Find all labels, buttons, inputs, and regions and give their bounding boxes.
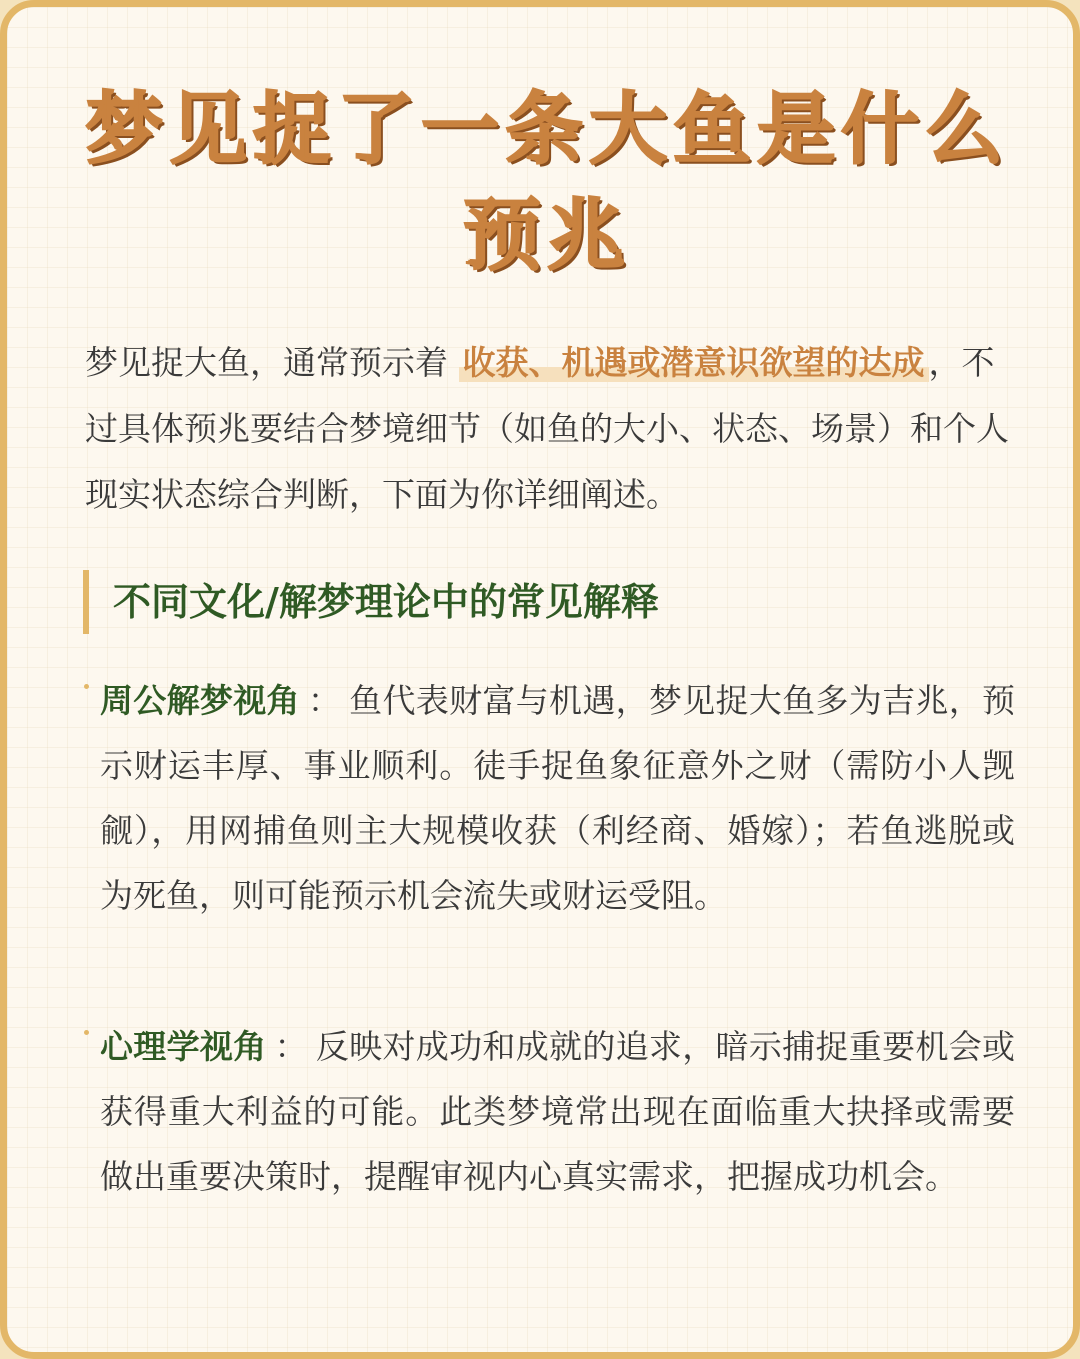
intro-highlight: 收获、机遇或潜意识欲望的达成 [459, 343, 929, 382]
title-line-2: 预兆 [462, 191, 631, 281]
page-title [67, 77, 1027, 289]
list-item-text: 鱼代表财富与机遇，梦见捉大鱼多为吉兆，预示财运丰厚、事业顺利。徒手捉鱼象征意外之财（需防小人觊觎），用网捕鱼则主大规模收获（利经商、婚嫁）；若鱼逃脱或为死鱼，则可能预示机会流失或财运受阻。 [100, 681, 1016, 915]
list-item-colon: ： [274, 1027, 308, 1066]
section-heading: 不同文化/解梦理论中的常见解释 [83, 570, 1013, 634]
intro-text-after: ，不过具体预兆要结合梦境细节（如鱼的大小、状态、场景）和个人现实状态综合判断，下面为你详细阐述。 [85, 343, 1009, 514]
list-item-psychology [100, 1014, 1015, 1209]
bullet-dot-icon [84, 684, 89, 689]
list-item-text: 反映对成功和成就的追求，暗示捕捉重要机会或获得重大利益的可能。此类梦境常出现在面临重大抉择或需要做出重要决策时，提醒审视内心真实需求，把握成功机会。 [100, 1027, 1016, 1196]
list-item-label: 心理学视角 [100, 1027, 267, 1066]
bullet-dot-icon [84, 1030, 89, 1035]
intro-text-before: 梦见捉大鱼，通常预示着 [85, 343, 448, 382]
title-line-1: 梦见捉了一条大鱼是什么 [84, 85, 1009, 175]
list-item-colon: ： [307, 681, 342, 720]
intro-paragraph [85, 330, 1015, 528]
list-item-label: 周公解梦视角 [100, 681, 300, 720]
list-item-zhougong [100, 668, 1015, 928]
